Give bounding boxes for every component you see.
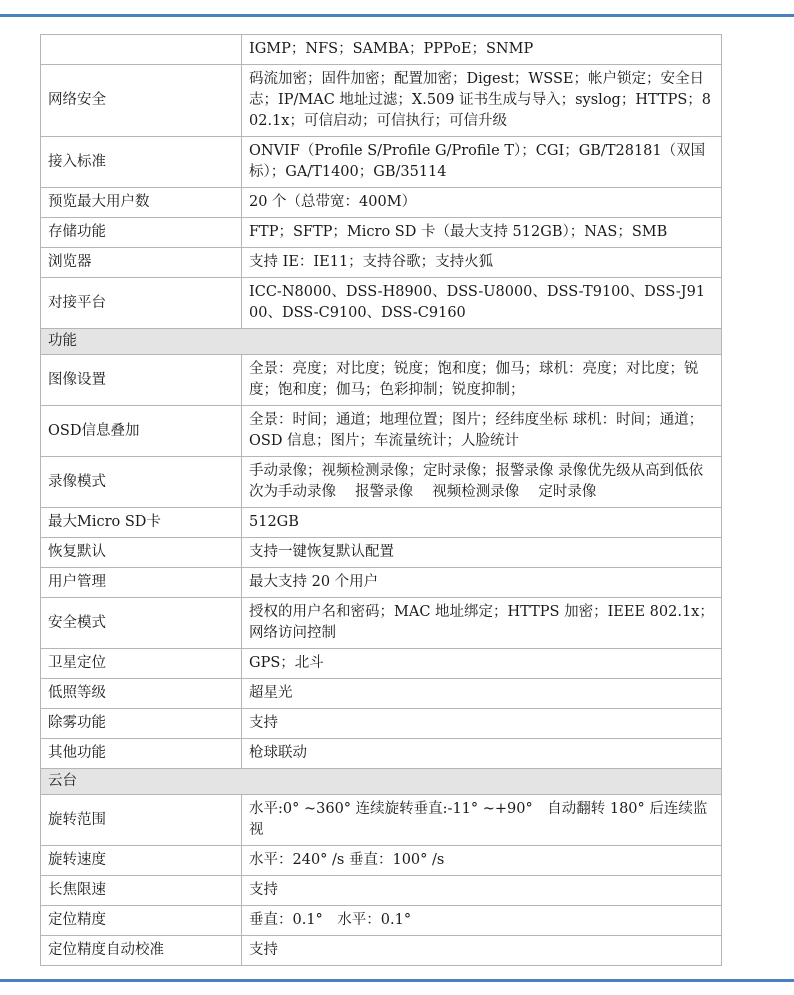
spec-value: 最大支持 20 个用户 bbox=[242, 568, 722, 598]
section-title: 功能 bbox=[41, 329, 722, 355]
spec-label: 存储功能 bbox=[41, 218, 242, 248]
table-row bbox=[41, 649, 722, 679]
spec-value: 超星光 bbox=[242, 679, 722, 709]
spec-value: 枪球联动 bbox=[242, 739, 722, 769]
spec-value: 码流加密；固件加密；配置加密；Digest；WSSE；帐户锁定；安全日志；IP/MAC 地址过滤；X.509 证书生成与导入；syslog；HTTPS；802.1x；可信启动；可信执行；可信升级 bbox=[242, 65, 722, 137]
table-row bbox=[41, 137, 722, 188]
table-row bbox=[41, 457, 722, 508]
spec-label: 录像模式 bbox=[41, 457, 242, 508]
spec-label bbox=[41, 35, 242, 65]
table-row bbox=[41, 278, 722, 329]
table-row bbox=[41, 406, 722, 457]
top-rule bbox=[0, 14, 794, 17]
spec-value: 全景：时间；通道；地理位置；图片；经纬度坐标 球机：时间；通道；OSD 信息；图片；车流量统计；人脸统计 bbox=[242, 406, 722, 457]
table-row bbox=[41, 65, 722, 137]
spec-label: 旋转范围 bbox=[41, 795, 242, 846]
spec-value: 支持 bbox=[242, 936, 722, 966]
spec-label: 旋转速度 bbox=[41, 846, 242, 876]
table-row bbox=[41, 248, 722, 278]
section-header-row bbox=[41, 769, 722, 795]
spec-label: 图像设置 bbox=[41, 355, 242, 406]
spec-label: 恢复默认 bbox=[41, 538, 242, 568]
spec-label: 用户管理 bbox=[41, 568, 242, 598]
spec-label: 预览最大用户数 bbox=[41, 188, 242, 218]
table-row bbox=[41, 709, 722, 739]
table-row bbox=[41, 846, 722, 876]
spec-value: 手动录像；视频检测录像；定时录像；报警录像 录像优先级从高到低依次为手动录像 报警录像 视频检测录像 定时录像 bbox=[242, 457, 722, 508]
spec-value: FTP；SFTP；Micro SD 卡（最大支持 512GB）；NAS；SMB bbox=[242, 218, 722, 248]
spec-value: 支持 bbox=[242, 876, 722, 906]
spec-label: 接入标准 bbox=[41, 137, 242, 188]
table-row bbox=[41, 508, 722, 538]
spec-value: 水平:0° ~360° 连续旋转垂直:-11° ~+90° 自动翻转 180° 后连续监视 bbox=[242, 795, 722, 846]
spec-value: IGMP；NFS；SAMBA；PPPoE；SNMP bbox=[242, 35, 722, 65]
spec-value: GPS；北斗 bbox=[242, 649, 722, 679]
table-row bbox=[41, 679, 722, 709]
spec-value: 支持 bbox=[242, 709, 722, 739]
bottom-rule bbox=[0, 979, 794, 982]
section-header-row bbox=[41, 329, 722, 355]
table-row bbox=[41, 538, 722, 568]
spec-label: 长焦限速 bbox=[41, 876, 242, 906]
spec-label: 除雾功能 bbox=[41, 709, 242, 739]
spec-label: 最大Micro SD卡 bbox=[41, 508, 242, 538]
table-row bbox=[41, 598, 722, 649]
spec-value: 支持一键恢复默认配置 bbox=[242, 538, 722, 568]
spec-value: 垂直：0.1° 水平：0.1° bbox=[242, 906, 722, 936]
spec-value: 512GB bbox=[242, 508, 722, 538]
spec-label: 网络安全 bbox=[41, 65, 242, 137]
spec-label: 浏览器 bbox=[41, 248, 242, 278]
spec-table bbox=[40, 34, 722, 966]
spec-label: OSD信息叠加 bbox=[41, 406, 242, 457]
spec-value: 水平：240° /s 垂直：100° /s bbox=[242, 846, 722, 876]
table-row bbox=[41, 739, 722, 769]
spec-value: ONVIF（Profile S/Profile G/Profile T）；CGI；GB/T28181（双国标）；GA/T1400；GB/35114 bbox=[242, 137, 722, 188]
table-row bbox=[41, 906, 722, 936]
table-row bbox=[41, 188, 722, 218]
table-row bbox=[41, 568, 722, 598]
spec-value: 支持 IE：IE11；支持谷歌；支持火狐 bbox=[242, 248, 722, 278]
table-row bbox=[41, 795, 722, 846]
spec-label: 卫星定位 bbox=[41, 649, 242, 679]
table-row bbox=[41, 876, 722, 906]
table-row bbox=[41, 218, 722, 248]
spec-value: 全景：亮度；对比度；锐度；饱和度；伽马；球机：亮度；对比度；锐度；饱和度；伽马；色彩抑制；锐度抑制； bbox=[242, 355, 722, 406]
table-row bbox=[41, 936, 722, 966]
spec-label: 对接平台 bbox=[41, 278, 242, 329]
spec-value: ICC-N8000、DSS-H8900、DSS-U8000、DSS-T9100、DSS-J9100、DSS-C9100、DSS-C9160 bbox=[242, 278, 722, 329]
spec-value: 20 个（总带宽：400M） bbox=[242, 188, 722, 218]
spec-label: 定位精度 bbox=[41, 906, 242, 936]
spec-table-body bbox=[41, 35, 722, 966]
table-row bbox=[41, 355, 722, 406]
spec-label: 低照等级 bbox=[41, 679, 242, 709]
spec-label: 安全模式 bbox=[41, 598, 242, 649]
spec-label: 其他功能 bbox=[41, 739, 242, 769]
table-row bbox=[41, 35, 722, 65]
section-title: 云台 bbox=[41, 769, 722, 795]
spec-value: 授权的用户名和密码；MAC 地址绑定；HTTPS 加密；IEEE 802.1x；网络访问控制 bbox=[242, 598, 722, 649]
spec-label: 定位精度自动校准 bbox=[41, 936, 242, 966]
